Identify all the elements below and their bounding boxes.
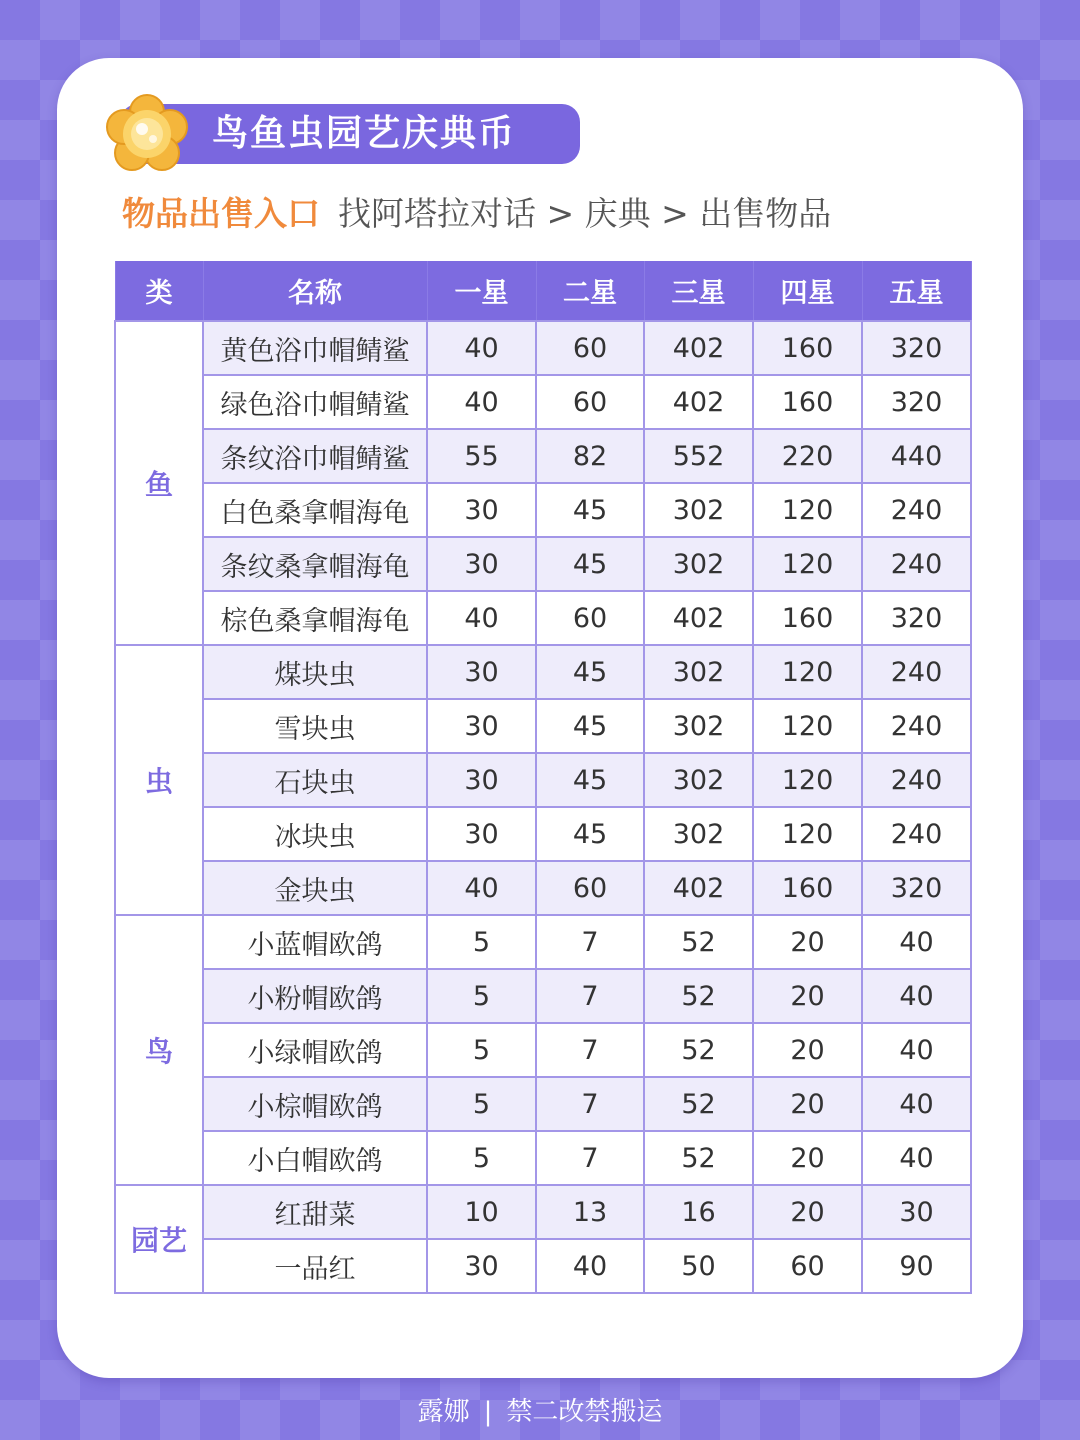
item-name-cell: 小粉帽欧鸽 (203, 969, 427, 1023)
price-cell: 60 (536, 321, 644, 375)
price-cell: 160 (753, 321, 862, 375)
column-header: 名称 (203, 261, 427, 321)
price-cell: 16 (644, 1185, 753, 1239)
price-cell: 240 (862, 699, 971, 753)
price-cell: 402 (644, 321, 753, 375)
price-cell: 320 (862, 591, 971, 645)
price-cell: 45 (536, 753, 644, 807)
column-header: 三星 (644, 261, 753, 321)
price-cell: 20 (753, 1185, 862, 1239)
price-cell: 60 (536, 591, 644, 645)
table-row (115, 915, 971, 969)
price-cell: 40 (427, 861, 536, 915)
price-cell: 160 (753, 375, 862, 429)
price-cell: 60 (536, 861, 644, 915)
price-cell: 52 (644, 1131, 753, 1185)
price-cell: 30 (427, 1239, 536, 1293)
price-cell: 40 (427, 375, 536, 429)
price-cell: 5 (427, 1023, 536, 1077)
price-cell: 30 (427, 645, 536, 699)
price-cell: 402 (644, 591, 753, 645)
price-cell: 20 (753, 1131, 862, 1185)
price-cell: 40 (427, 321, 536, 375)
table-row (115, 537, 971, 591)
price-cell: 40 (862, 1077, 971, 1131)
sell-entry-label: 物品出售入口 (122, 194, 320, 233)
price-cell: 5 (427, 915, 536, 969)
sell-entry-instructions (122, 188, 831, 240)
item-name-cell: 雪块虫 (203, 699, 427, 753)
column-header: 类 (115, 261, 203, 321)
price-cell: 120 (753, 699, 862, 753)
item-name-cell: 小棕帽欧鸽 (203, 1077, 427, 1131)
price-table-body (115, 321, 971, 1293)
price-cell: 52 (644, 1023, 753, 1077)
price-cell: 160 (753, 861, 862, 915)
table-row (115, 1131, 971, 1185)
price-cell: 7 (536, 1023, 644, 1077)
price-cell: 7 (536, 969, 644, 1023)
price-cell: 13 (536, 1185, 644, 1239)
category-cell: 鸟 (115, 915, 203, 1185)
price-cell: 40 (536, 1239, 644, 1293)
item-name-cell: 小绿帽欧鸽 (203, 1023, 427, 1077)
price-cell: 552 (644, 429, 753, 483)
category-cell: 园艺 (115, 1185, 203, 1293)
table-row (115, 969, 971, 1023)
price-cell: 52 (644, 915, 753, 969)
item-name-cell: 绿色浴巾帽鲭鲨 (203, 375, 427, 429)
price-cell: 402 (644, 375, 753, 429)
price-cell: 240 (862, 753, 971, 807)
item-name-cell: 红甜菜 (203, 1185, 427, 1239)
price-cell: 5 (427, 1077, 536, 1131)
price-cell: 82 (536, 429, 644, 483)
price-cell: 45 (536, 483, 644, 537)
item-name-cell: 小白帽欧鸽 (203, 1131, 427, 1185)
footer-separator: | (483, 1397, 493, 1427)
sell-entry-path: 找阿塔拉对话 > 庆典 > 出售物品 (338, 194, 832, 233)
price-cell: 40 (862, 1131, 971, 1185)
price-cell: 240 (862, 645, 971, 699)
price-cell: 320 (862, 861, 971, 915)
price-cell: 52 (644, 1077, 753, 1131)
price-cell: 45 (536, 807, 644, 861)
price-cell: 120 (753, 537, 862, 591)
price-cell: 45 (536, 645, 644, 699)
category-cell: 鱼 (115, 321, 203, 645)
price-cell: 30 (427, 699, 536, 753)
price-cell: 240 (862, 537, 971, 591)
price-cell: 120 (753, 753, 862, 807)
price-cell: 160 (753, 591, 862, 645)
price-cell: 402 (644, 861, 753, 915)
price-cell: 40 (862, 915, 971, 969)
table-row (115, 807, 971, 861)
price-cell: 120 (753, 807, 862, 861)
table-row (115, 375, 971, 429)
price-cell: 40 (862, 1023, 971, 1077)
table-row (115, 429, 971, 483)
price-cell: 302 (644, 537, 753, 591)
price-cell: 30 (427, 537, 536, 591)
item-name-cell: 棕色桑拿帽海龟 (203, 591, 427, 645)
table-row (115, 1239, 971, 1293)
column-header: 五星 (862, 261, 971, 321)
item-name-cell: 条纹浴巾帽鲭鲨 (203, 429, 427, 483)
price-cell: 90 (862, 1239, 971, 1293)
table-row (115, 1077, 971, 1131)
price-cell: 5 (427, 969, 536, 1023)
item-name-cell: 金块虫 (203, 861, 427, 915)
price-cell: 52 (644, 969, 753, 1023)
price-table (114, 261, 972, 1294)
price-cell: 302 (644, 645, 753, 699)
price-cell: 302 (644, 753, 753, 807)
price-cell: 20 (753, 1077, 862, 1131)
category-cell: 虫 (115, 645, 203, 915)
price-cell: 45 (536, 699, 644, 753)
footer-notice: 禁二改禁搬运 (506, 1397, 663, 1427)
price-cell: 30 (862, 1185, 971, 1239)
item-name-cell: 黄色浴巾帽鲭鲨 (203, 321, 427, 375)
table-row (115, 1023, 971, 1077)
price-cell: 7 (536, 1077, 644, 1131)
item-name-cell: 一品红 (203, 1239, 427, 1293)
price-cell: 320 (862, 375, 971, 429)
price-cell: 240 (862, 807, 971, 861)
price-cell: 220 (753, 429, 862, 483)
price-cell: 60 (753, 1239, 862, 1293)
price-cell: 10 (427, 1185, 536, 1239)
price-cell: 30 (427, 483, 536, 537)
price-table-header (115, 261, 971, 321)
table-row (115, 699, 971, 753)
price-cell: 5 (427, 1131, 536, 1185)
price-cell: 302 (644, 807, 753, 861)
price-cell: 302 (644, 483, 753, 537)
item-name-cell: 冰块虫 (203, 807, 427, 861)
price-cell: 440 (862, 429, 971, 483)
page-title: 鸟鱼虫园艺庆典币 (120, 104, 580, 164)
table-row (115, 483, 971, 537)
table-row (115, 591, 971, 645)
price-cell: 320 (862, 321, 971, 375)
column-header: 四星 (753, 261, 862, 321)
price-cell: 45 (536, 537, 644, 591)
price-cell: 60 (536, 375, 644, 429)
item-name-cell: 石块虫 (203, 753, 427, 807)
price-cell: 20 (753, 969, 862, 1023)
price-cell: 120 (753, 483, 862, 537)
price-cell: 30 (427, 753, 536, 807)
price-cell: 40 (427, 591, 536, 645)
price-cell: 240 (862, 483, 971, 537)
footer-author: 露娜 (417, 1397, 470, 1427)
price-cell: 50 (644, 1239, 753, 1293)
flower-coin-icon (104, 92, 190, 174)
price-cell: 7 (536, 915, 644, 969)
item-name-cell: 白色桑拿帽海龟 (203, 483, 427, 537)
table-row (115, 321, 971, 375)
footer-credit (0, 1390, 1080, 1434)
price-cell: 40 (862, 969, 971, 1023)
price-cell: 7 (536, 1131, 644, 1185)
item-name-cell: 条纹桑拿帽海龟 (203, 537, 427, 591)
column-header: 一星 (427, 261, 536, 321)
item-name-cell: 小蓝帽欧鸽 (203, 915, 427, 969)
price-cell: 120 (753, 645, 862, 699)
price-cell: 30 (427, 807, 536, 861)
column-header: 二星 (536, 261, 644, 321)
price-cell: 55 (427, 429, 536, 483)
table-row (115, 1185, 971, 1239)
price-cell: 302 (644, 699, 753, 753)
item-name-cell: 煤块虫 (203, 645, 427, 699)
price-cell: 20 (753, 1023, 862, 1077)
table-row (115, 861, 971, 915)
price-cell: 20 (753, 915, 862, 969)
table-row (115, 645, 971, 699)
table-row (115, 753, 971, 807)
